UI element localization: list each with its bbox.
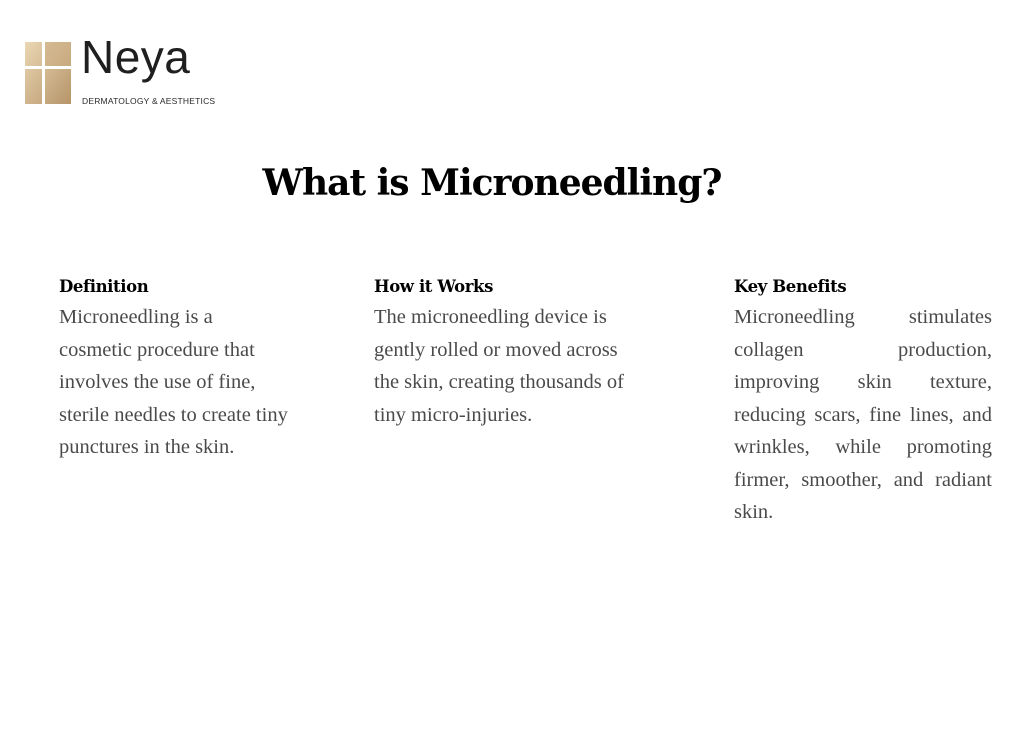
how-it-works-heading: How it Works [374, 277, 493, 296]
page-title: What is Microneedling? [262, 162, 722, 204]
how-it-works-text: The microneedling device is gently rolled or moved across the skin, creating thousands of tiny micro-injuries. [374, 306, 624, 426]
key-benefits-section [734, 276, 992, 529]
definition-text: Microneedling is a cosmetic procedure that involves the use of fine, sterile needles to create tiny punctures in the skin. [59, 306, 288, 458]
definition-heading: Definition [59, 277, 149, 296]
definition-section [59, 276, 289, 464]
brand-tagline: DERMATOLOGY & AESTHETICS [82, 96, 216, 106]
key-benefits-heading: Key Benefits [734, 277, 847, 296]
brand-name: Neya [81, 31, 191, 83]
how-it-works-section [374, 276, 636, 431]
cross-window-logo-icon [25, 42, 71, 104]
brand-logo [25, 31, 225, 110]
key-benefits-text: Microneedling stimulates collagen production, improving skin texture, reducing scars, fine lines, and wrinkles, while promoting firmer, smoother, and radiant skin. [734, 306, 992, 523]
